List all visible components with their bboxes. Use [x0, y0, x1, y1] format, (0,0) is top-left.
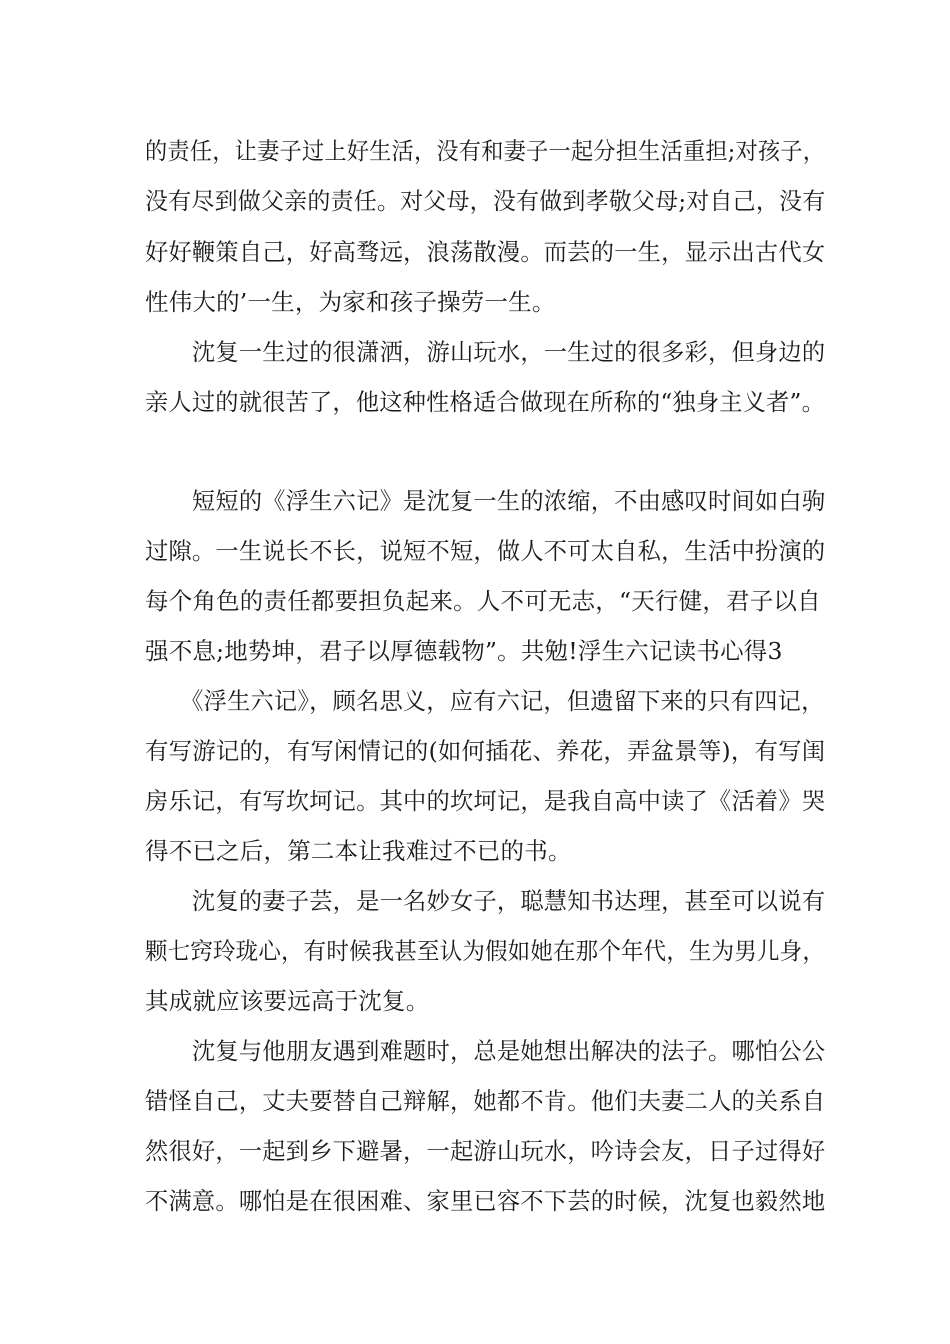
text-line: 好好鞭策自己，好高骛远，浪荡散漫。而芸的一生，显示出古代女 — [145, 238, 826, 266]
text-line: 亲人过的就很苦了，他这种性格适合做现在所称的“独身主义者”。 — [145, 388, 826, 416]
text-line: 颗七窍玲珑心，有时候我甚至认为假如她在那个年代，生为男儿身， — [145, 937, 825, 965]
text-line: 错怪自己，丈夫要替自己辩解，她都不肯。他们夫妻二人的关系自 — [145, 1087, 826, 1115]
text-line: 沈复与他朋友遇到难题时，总是她想出解决的法子。哪怕公公 — [145, 1037, 826, 1065]
text-line: 的责任，让妻子过上好生活，没有和妻子一起分担生活重担;对孩子， — [145, 137, 826, 165]
text-line: 其成就应该要远高于沈复。 — [145, 987, 430, 1015]
text-line: 沈复一生过的很潇洒，游山玩水，一生过的很多彩，但身边的 — [145, 338, 826, 366]
text-line: 不满意。哪怕是在很困难、家里已容不下芸的时候，沈复也毅然地 — [145, 1187, 826, 1215]
text-line: 没有尽到做父亲的责任。对父母，没有做到孝敬父母;对自己，没有 — [145, 187, 826, 215]
text-line: 沈复的妻子芸，是一名妙女子，聪慧知书达理，甚至可以说有 — [145, 887, 826, 915]
text-line: 短短的《浮生六记》是沈复一生的浓缩，不由感叹时间如白驹 — [145, 487, 826, 515]
text-line: 过隙。一生说长不长，说短不短，做人不可太自私，生活中扮演的 — [145, 537, 826, 565]
text-line: 房乐记，有写坎坷记。其中的坎坷记，是我自高中读了《活着》哭 — [145, 787, 826, 815]
text-line: 得不已之后，第二本让我难过不已的书。 — [145, 837, 572, 865]
text-line: 每个角色的责任都要担负起来。人不可无志，“天行健，君子以自 — [145, 587, 821, 615]
text-line: 然很好，一起到乡下避暑，一起游山玩水，吟诗会友，日子过得好 — [145, 1137, 826, 1165]
text-line: 强不息;地势坤，君子以厚德载物”。共勉!浮生六记读书心得3 — [145, 637, 783, 665]
text-line: 性伟大的’一生，为家和孩子操劳一生。 — [145, 288, 556, 316]
text-line: 有写游记的，有写闲情记的(如何插花、养花，弄盆景等)，有写闺 — [145, 737, 826, 765]
text-line: 《浮生六记》，顾名思义，应有六记，但遗留下来的只有四记， — [145, 687, 825, 715]
